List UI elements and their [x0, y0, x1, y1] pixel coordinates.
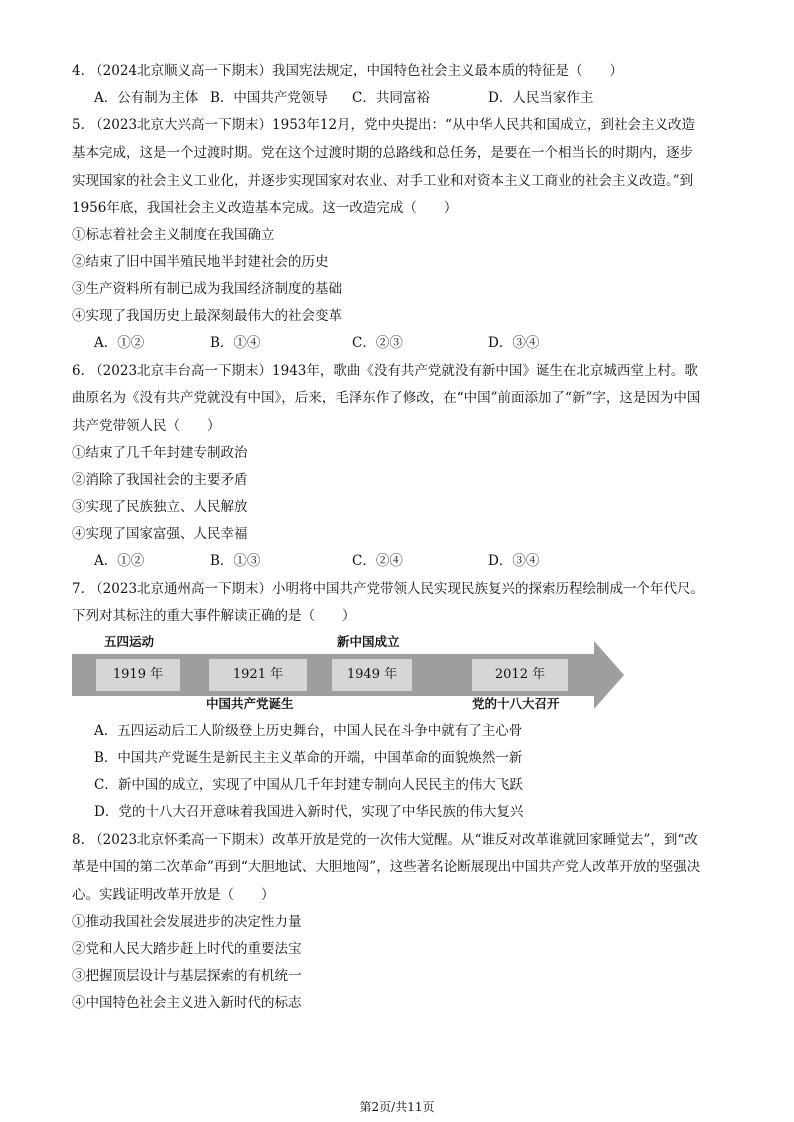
q7-option-d[interactable]: D．党的十八大召开意味着我国进入新时代，实现了中华民族的伟大复兴 [94, 804, 524, 820]
q6-option-d[interactable]: D．③④ [488, 553, 540, 569]
q8-stem-line-2: 革是中国的第二次革命”再到“大胆地试、大胆地闯”，这些著名论断展现出中国共产党人改革开放的坚强决 [72, 859, 701, 875]
q5-item-3: ③生产资料所有制已成为我国经济制度的基础 [72, 281, 342, 297]
q7-option-c[interactable]: C．新中国的成立，实现了中国从几千年封建专制向人民民主的伟大飞跃 [94, 777, 523, 793]
q7-stem-line-1: 7. （2023北京通州高一下期末）小明将中国共产党带领人民实现民族复兴的探索历程绘制成一个年代尺。 [72, 581, 705, 597]
q6-item-4: ④实现了国家富强、人民幸福 [72, 526, 248, 542]
q4-stem-line-1: 4. （2024北京顺义高一下期末）我国宪法规定，中国特色社会主义最本质的特征是（ ） [72, 63, 624, 79]
q4-option-d[interactable]: D．人民当家作主 [488, 90, 594, 106]
q7-option-a[interactable]: A．五四运动后工人阶级登上历史舞台，中国人民在斗争中就有了主心骨 [94, 723, 523, 739]
q5-option-a[interactable]: A．①② [94, 335, 145, 351]
timeline-year-1919: 1919 年 [96, 659, 180, 691]
q5-option-d[interactable]: D．③④ [488, 335, 540, 351]
q5-stem-line-3: 实现国家的社会主义工业化，并逐步实现国家对农业、对手工业和对资本主义工商业的社会主义改造。”到 [72, 173, 694, 189]
q8-item-3: ③把握顶层设计与基层探索的有机统一 [72, 968, 302, 984]
timeline-event-18th-congress: 党的十八大召开 [472, 696, 560, 711]
timeline-year-2012: 2012 年 [472, 659, 568, 691]
q8-item-4: ④中国特色社会主义进入新时代的标志 [72, 995, 302, 1011]
q6-stem-line-1: 6. （2023北京丰台高一下期末）1943年，歌曲《没有共产党就没有新中国》诞生在北京城西堂上村。歌 [72, 363, 698, 379]
q5-stem-line-4: 1956年底，我国社会主义改造基本完成。这一改造完成（ ） [72, 200, 458, 216]
q7-timeline [72, 628, 632, 718]
timeline-year-1949: 1949 年 [332, 659, 412, 691]
q6-stem-line-2: 曲原名为《没有共产党就没有中国》，后来，毛泽东作了修改，在“中国”前面添加了“新”字，这是因为中国 [72, 390, 701, 406]
q6-item-2: ②消除了我国社会的主要矛盾 [72, 472, 248, 488]
q4-option-a[interactable]: A．公有制为主体 [94, 90, 199, 106]
q8-item-1: ①推动我国社会发展进步的决定性力量 [72, 914, 302, 930]
q8-stem-line-1: 8. （2023北京怀柔高一下期末）改革开放是党的一次伟大觉醒。从“谁反对改革谁就回家睡觉去”，到“改 [72, 832, 698, 848]
q7-stem-line-2: 下列对其标注的重大事件解读正确的是（ ） [72, 608, 356, 624]
page-footer: 第2页/共11页 [359, 1100, 435, 1114]
q6-item-1: ①结束了几千年封建专制政治 [72, 445, 248, 461]
q8-stem-line-3: 心。实践证明改革开放是（ ） [72, 887, 275, 903]
timeline-year-1921: 1921 年 [209, 659, 307, 691]
q6-option-a[interactable]: A．①② [94, 553, 145, 569]
q5-item-4: ④实现了我国历史上最深刻最伟大的社会变革 [72, 308, 342, 324]
q7-option-b[interactable]: B．中国共产党诞生是新民主主义革命的开端，中国革命的面貌焕然一新 [94, 750, 523, 766]
q5-option-c[interactable]: C．②③ [352, 335, 403, 351]
q8-item-2: ②党和人民大踏步赶上时代的重要法宝 [72, 941, 302, 957]
timeline-event-prc-founded: 新中国成立 [337, 634, 400, 649]
q4-option-b[interactable]: B．中国共产党领导 [210, 90, 328, 106]
timeline-event-may-fourth: 五四运动 [104, 634, 155, 649]
q5-option-b[interactable]: B．①④ [210, 335, 261, 351]
q4-option-c[interactable]: C．共同富裕 [352, 90, 430, 106]
q5-stem-line-2: 基本完成，这是一个过渡时期。党在这个过渡时期的总路线和总任务，是要在一个相当长的时期内，逐步 [72, 145, 693, 161]
timeline-event-cpc-founded: 中国共产党诞生 [206, 696, 294, 711]
q6-stem-line-3: 共产党带领人民（ ） [72, 418, 221, 434]
q5-item-1: ①标志着社会主义制度在我国确立 [72, 227, 275, 243]
q6-option-b[interactable]: B．①③ [210, 553, 261, 569]
timeline-arrow-icon [594, 641, 624, 709]
q6-option-c[interactable]: C．②④ [352, 553, 403, 569]
q5-stem-line-1: 5. （2023北京大兴高一下期末）1953年12月，党中央提出：“从中华人民共和国成立，到社会主义改造 [72, 117, 695, 133]
q5-item-2: ②结束了旧中国半殖民地半封建社会的历史 [72, 254, 329, 270]
q6-item-3: ③实现了民族独立、人民解放 [72, 499, 248, 515]
